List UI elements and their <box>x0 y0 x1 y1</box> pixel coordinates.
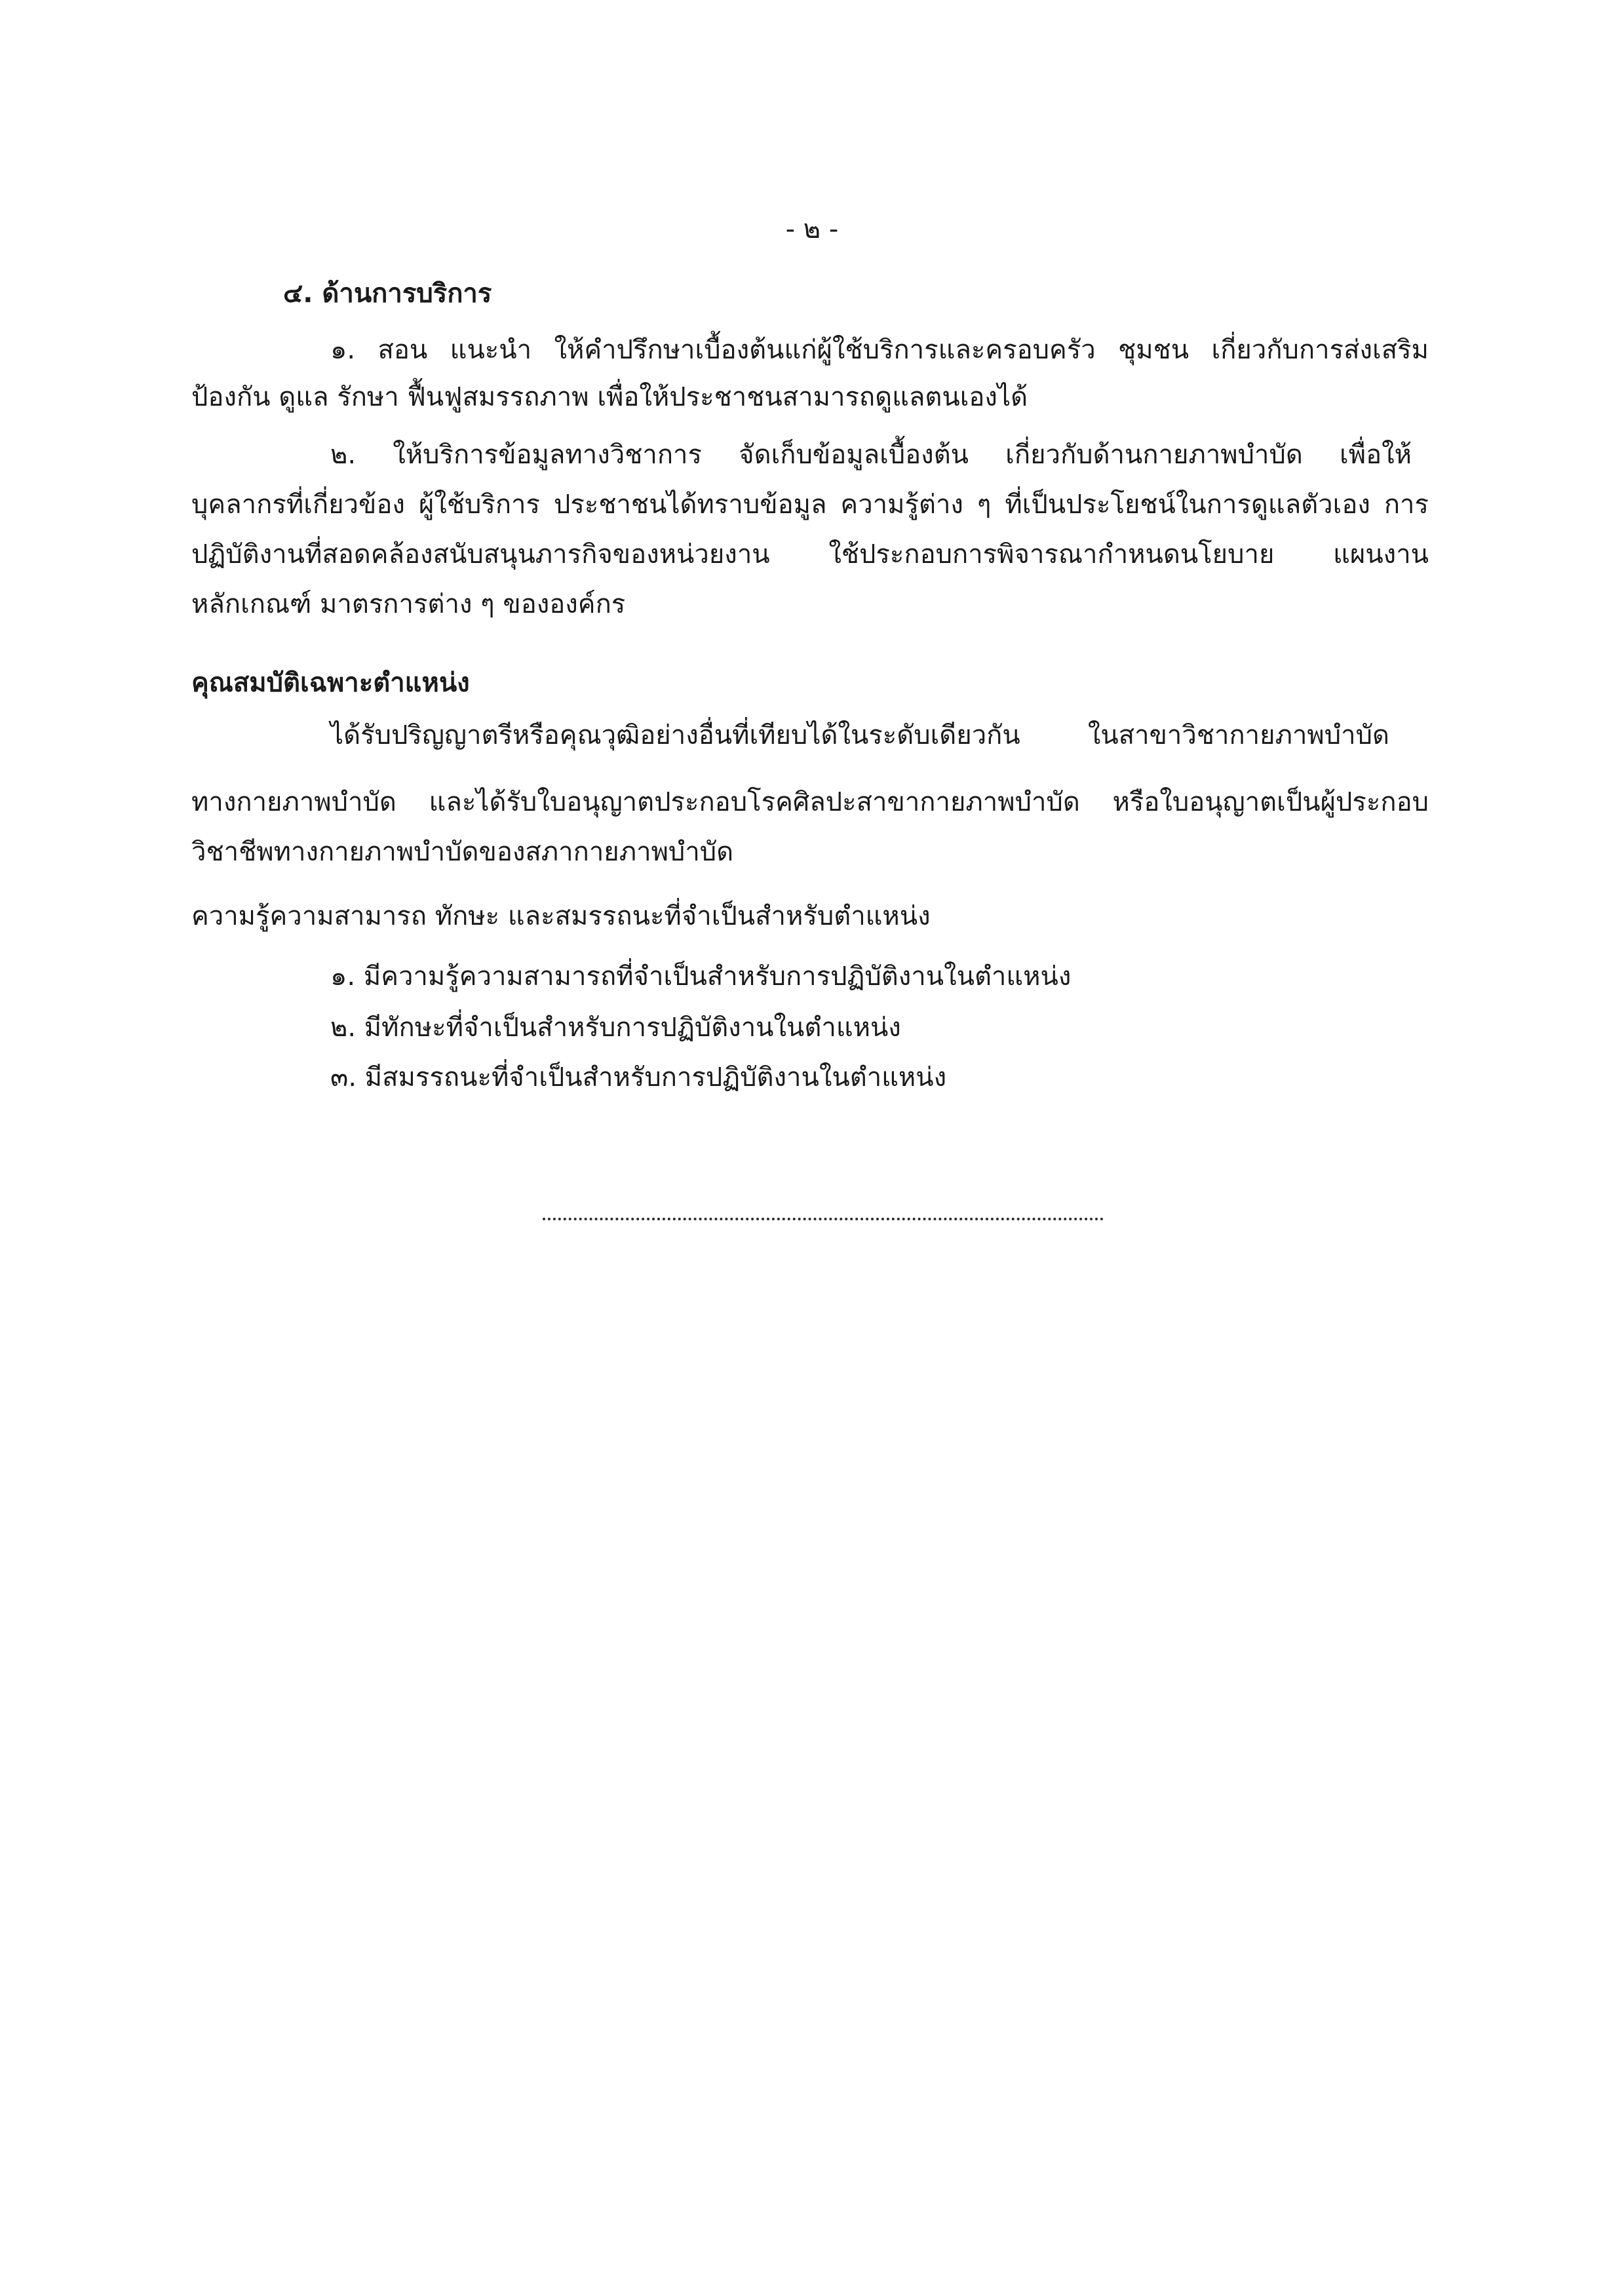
closing-dotted-line <box>543 1218 1104 1220</box>
service-item-2-line-4: หลักเกณฑ์ มาตรการต่าง ๆ ขององค์กร <box>191 589 626 619</box>
service-item-2-line-1: ๒. ให้บริการข้อมูลทางวิชาการ จัดเก็บข้อมูลเบื้องต้น เกี่ยวกับด้านกายภาพบำบัด เพื่อให้ <box>330 440 1412 470</box>
competency-item-1: ๑. มีความรู้ความสามารถที่จำเป็นสำหรับการปฏิบัติงานในตำแหน่ง <box>330 961 1072 992</box>
qualifications-line-3: วิชาชีพทางกายภาพบำบัดของสภากายภาพบำบัด <box>191 837 734 867</box>
qualifications-heading: คุณสมบัติเฉพาะตำแหน่ง <box>191 668 470 698</box>
section-heading-service: ๔. ด้านการบริการ <box>283 279 492 309</box>
qualifications-line-2: ทางกายภาพบำบัด และได้รับใบอนุญาตประกอบโรคศิลปะสาขากายภาพบำบัด หรือใบอนุญาตเป็นผู้ประกอบ <box>191 787 1429 817</box>
service-item-2-line-3: ปฏิบัติงานที่สอดคล้องสนับสนุนภารกิจของหน่วยงาน ใช้ประกอบการพิจารณากำหนดนโยบาย แผนงาน <box>191 539 1429 570</box>
competencies-heading: ความรู้ความสามารถ ทักษะ และสมรรถนะที่จำเป็นสำหรับตำแหน่ง <box>191 901 931 931</box>
service-item-1-line-1: ๑. สอน แนะนำ ให้คำปรึกษาเบื้องต้นแก่ผู้ใช้บริการและครอบครัว ชุมชน เกี่ยวกับการส่งเสริม <box>330 335 1429 365</box>
qualifications-line-1: ได้รับปริญญาตรีหรือคุณวุฒิอย่างอื่นที่เทียบได้ในระดับเดียวกัน ในสาขาวิชากายภาพบำบัด <box>330 720 1389 750</box>
competency-item-3: ๓. มีสมรรถนะที่จำเป็นสำหรับการปฏิบัติงานในตำแหน่ง <box>330 1062 947 1093</box>
competency-item-2: ๒. มีทักษะที่จำเป็นสำหรับการปฏิบัติงานในตำแหน่ง <box>330 1013 901 1043</box>
service-item-2-line-2: บุคลากรที่เกี่ยวข้อง ผู้ใช้บริการ ประชาชนได้ทราบข้อมูล ความรู้ต่าง ๆ ที่เป็นประโยชน์ในการดูแลตัวเอง การ <box>191 490 1429 520</box>
service-item-1-line-2: ป้องกัน ดูแล รักษา ฟื้นฟูสมรรถภาพ เพื่อให้ประชาชนสามารถดูแลตนเองได้ <box>191 382 1028 412</box>
page-number: - ๒ - <box>785 214 839 244</box>
